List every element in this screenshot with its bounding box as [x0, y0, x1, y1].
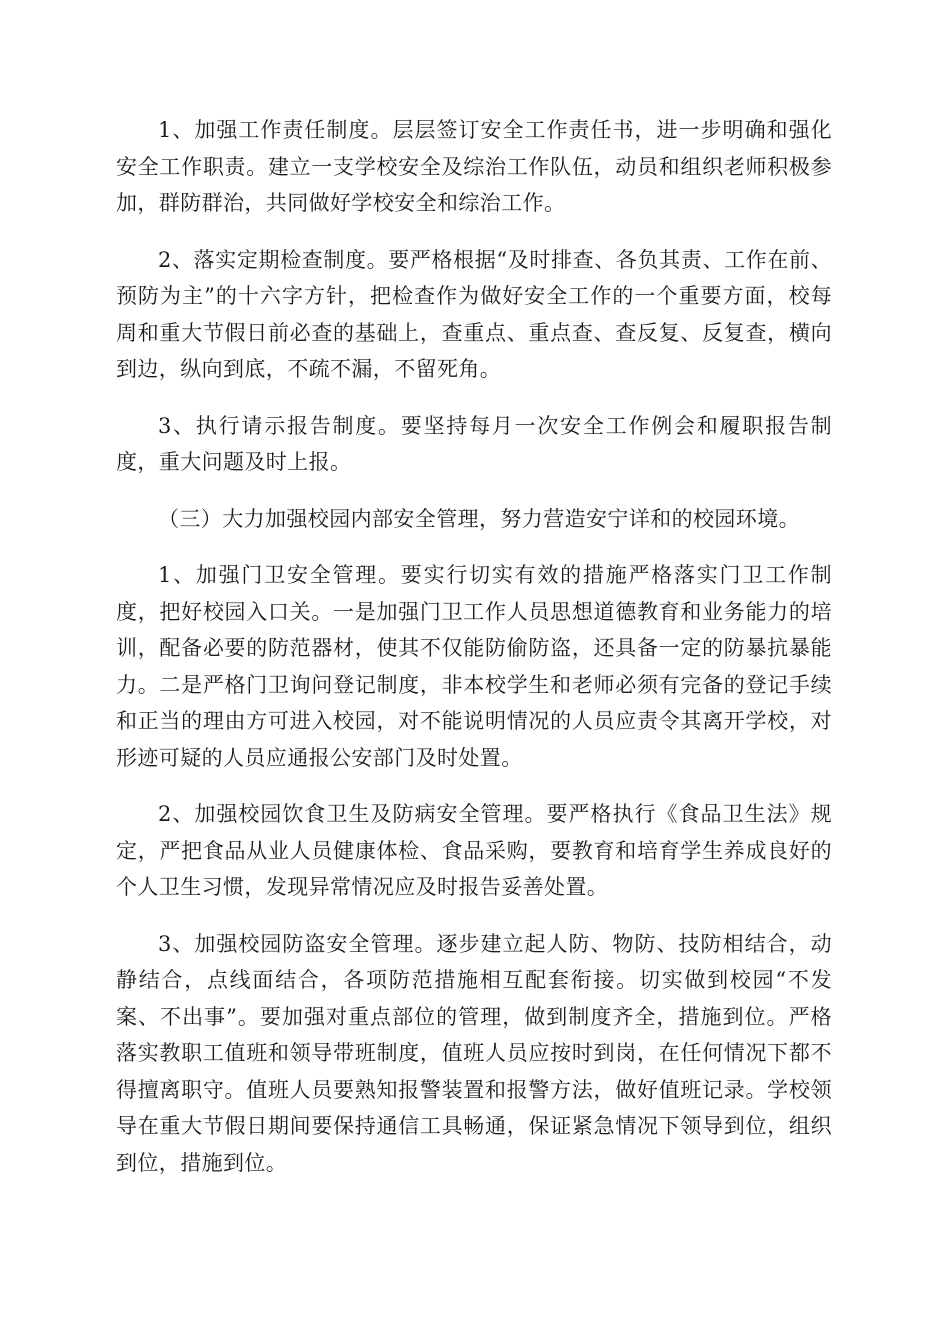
section-heading-campus-safety: （三）大力加强校园内部安全管理，努力营造安宁详和的校园环境。 — [158, 506, 800, 531]
paragraph-food-hygiene: 2、加强校园饮食卫生及防病安全管理。要严格执行《食品卫生法》规定，严把食品从业人员健康体检、食品采购，要教育和培育学生养成良好的个人卫生习惯，发现异常情况应及时报告妥善处置。 — [116, 802, 832, 899]
paragraph-theft-prevention: 3、加强校园防盗安全管理。逐步建立起人防、物防、技防相结合，动静结合，点线面结合，各项防范措施相互配套衔接。切实做到校园“不发案、不出事”。要加强对重点部位的管理，做到制度齐全，措施到位。严格落实教职工值班和领导带班制度，值班人员应按时到岗，在任何情况下都不得擅离职守。值班人员要熟知报警装置和报警方法，做好值班记录。学校领导在重大节假日期间要保持通信工具畅通，保证紧急情况下领导到位，组织到位，措施到位。 — [116, 931, 832, 1175]
paragraph-gate-security: 1、加强门卫安全管理。要实行切实有效的措施严格落实门卫工作制度，把好校园入口关。一是加强门卫工作人员思想道德教育和业务能力的培训，配备必要的防范器材，使其不仅能防偷防盗，还具备一定的防暴抗暴能力。二是严格门卫询问登记制度，非本校学生和老师必须有完备的登记手续和正当的理由方可进入校园，对不能说明情况的人员应责令其离开学校，对形迹可疑的人员应通报公安部门及时处置。 — [116, 563, 832, 770]
paragraph-report-system: 3、执行请示报告制度。要坚持每月一次安全工作例会和履职报告制度，重大问题及时上报。 — [116, 413, 832, 474]
paragraph-regular-inspection: 2、落实定期检查制度。要严格根据“及时排查、各负其责、工作在前、预防为主”的十六字方针，把检查作为做好安全工作的一个重要方面，校每周和重大节假日前必查的基础上，查重点、重点查、查反复、反复查，横向到边，纵向到底，不疏不漏，不留死角。 — [116, 247, 832, 381]
paragraph-work-responsibility: 1、加强工作责任制度。层层签订安全工作责任书，进一步明确和强化安全工作职责。建立一支学校安全及综治工作队伍，动员和组织老师积极参加，群防群治，共同做好学校安全和综治工作。 — [116, 118, 832, 215]
document-body — [116, 112, 832, 1201]
